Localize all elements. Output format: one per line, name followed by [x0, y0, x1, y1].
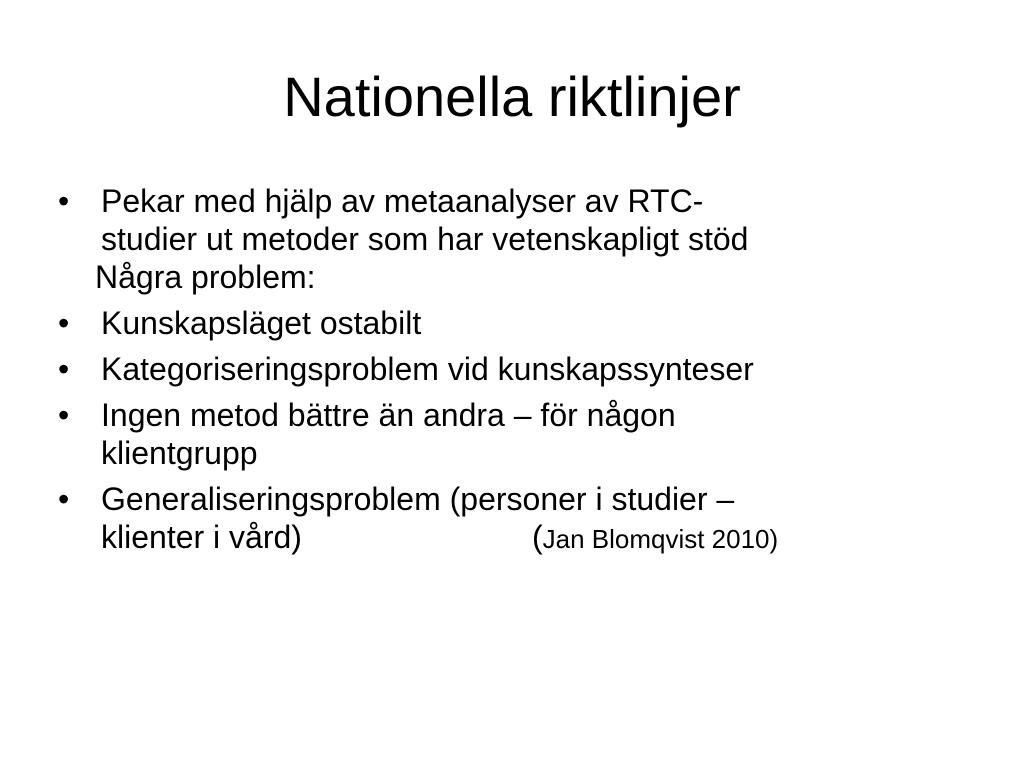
bullet-item — [58, 350, 958, 388]
bullet-dot-icon: • — [58, 183, 70, 219]
bullet-text: Kunskapsläget ostabilt — [101, 305, 422, 341]
bullet-intro-line2: studier ut metoder som har vetenskapligt stöd — [101, 221, 749, 257]
slide-title: Nationella riktlinjer — [283, 65, 741, 128]
bullet-intro-line1: Pekar med hjälp av metaanalyser av RTC- — [101, 183, 704, 219]
bullet-text-line2: klienter i vård) — [101, 519, 302, 555]
citation-close: ) — [769, 524, 779, 554]
slide-body — [58, 182, 958, 558]
bullet-dot-icon: • — [58, 397, 70, 433]
subheading: Några problem: — [95, 259, 316, 295]
bullet-intro — [58, 182, 958, 258]
bullet-dot-icon: • — [58, 305, 70, 341]
bullet-text-line1: Ingen metod bättre än andra – för någon — [101, 397, 676, 433]
citation — [532, 518, 778, 558]
bullet-item — [58, 480, 958, 558]
bullet-item — [58, 304, 958, 342]
bullet-dot-icon: • — [58, 481, 70, 517]
bullet-text: Kategoriseringsproblem vid kunskapssynteser — [101, 351, 754, 387]
citation-open: ( — [531, 519, 543, 555]
citation-text: Jan Blomqvist 2010 — [542, 524, 770, 554]
bullet-item — [58, 396, 958, 472]
bullet-dot-icon: • — [58, 351, 70, 387]
bullet-text-line1: Generaliseringsproblem (personer i studier – — [101, 481, 735, 517]
bullet-text-line2: klientgrupp — [101, 435, 258, 471]
